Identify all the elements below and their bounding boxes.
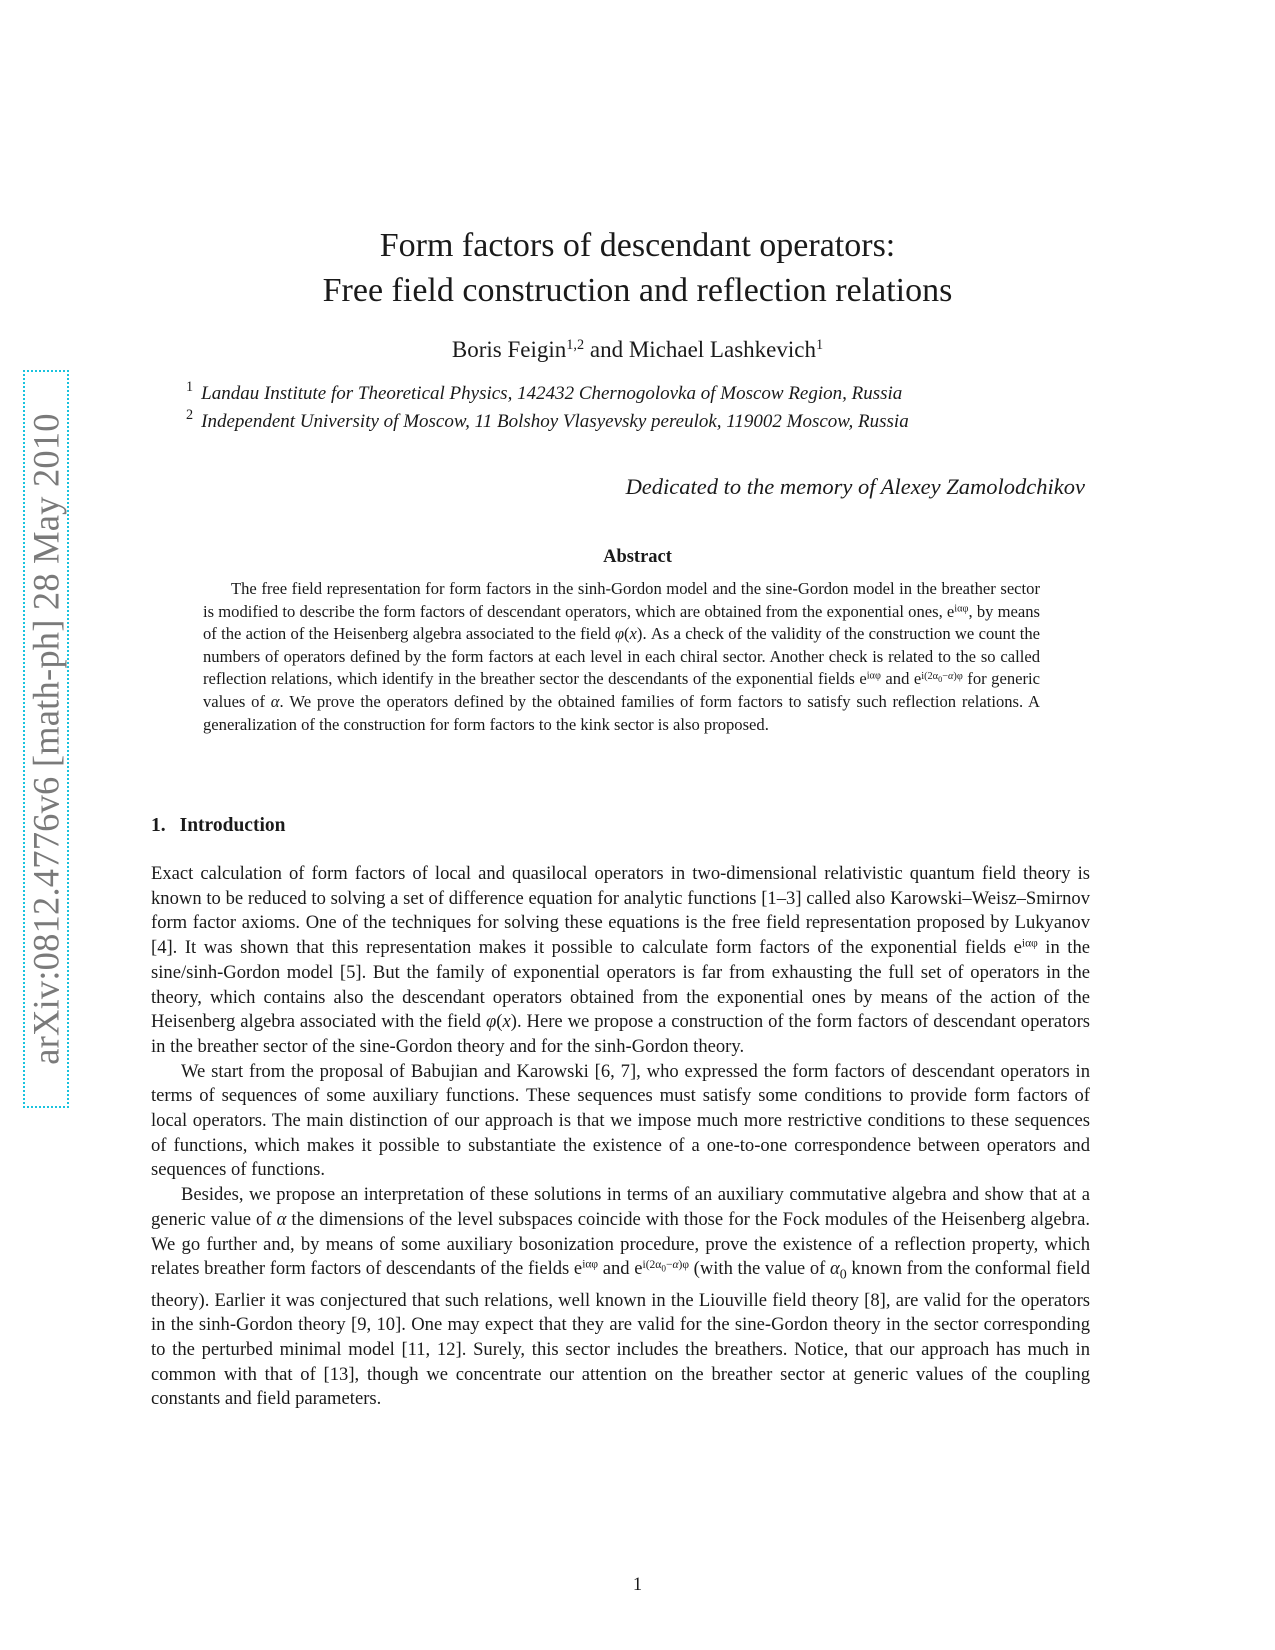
author-2-affiliation-mark: 1 — [815, 337, 824, 354]
abstract-body: The free field representation for form factors in the sinh-Gordon model and the sine-Gordon model in the breather sector is modified to describe the form factors of descendant operators, which are obtained from the exponential ones, $e^{i\alpha\varphi}$, by means of the action of the Heisenberg algebra associated to the field φ(x). As a check of the validity of the construction we count the numbers of operators defined by the form factors at each level in each chiral sector. Another check is related to the so called reflection relations, which identify in the breather sector the descendants of the exponential fields $e^{i\alpha\varphi}$ and $e^{i(2\alpha_0-\alpha)\varphi}$ for generic values of α. We prove the operators defined by the obtained families of form factors to satisfy such reflection relations. A generalization of the construction for form factors to the kink sector is also proposed. — [203, 579, 1041, 734]
affiliation-1 — [186, 380, 1086, 408]
section-title: Introduction — [179, 815, 286, 836]
introduction-body — [151, 862, 1090, 1412]
page-number: 1 — [632, 1575, 643, 1595]
paragraph: We start from the proposal of Babujian and Karowski [6, 7], who expressed the form factors of descendant operators in terms of sequences of some auxiliary functions. These sequences must satisfy some conditions to provide form factors of local operators. The main distinction of our approach is that we impose much more restrictive conditions to these sequences of functions, which makes it possible to substantiate the existence of a one-to-one correspondence between operators and sequences of functions. — [151, 1060, 1090, 1181]
arxiv-stamp — [23, 370, 69, 1108]
section-number: 1. — [151, 815, 166, 836]
author-2: Michael Lashkevich — [628, 337, 816, 362]
abstract-heading: Abstract — [603, 547, 672, 567]
title-line-1: Form factors of descendant operators: — [379, 227, 896, 264]
section-heading — [151, 815, 285, 837]
author-1: Boris Feigin — [451, 337, 567, 362]
title-line-2: Free field construction and reflection relations — [322, 272, 953, 309]
author-1-affiliation-mark: 1,2 — [566, 337, 585, 354]
affiliation-2 — [186, 408, 1086, 436]
affiliation-1-mark: 1 — [186, 379, 194, 396]
paper-title — [0, 223, 1275, 313]
paragraph: Exact calculation of form factors of local and quasilocal operators in two-dimensional relativistic quantum field theory is known to be reduced to solving a set of difference equation for analytic functions [1–3] called also Karowski–Weisz–Smirnov form factor axioms. One of the techniques for solving these equations is the free field representation proposed by Lukyanov [4]. It was shown that this representation makes it possible to calculate form factors of the exponential fields $e^{i\alpha\varphi}$ in the sine/sinh-Gordon model [5]. But the family of exponential operators is far from exhausting the full set of operators in the theory, which contains also the descendant operators obtained from the exponential ones by means of the action of the Heisenberg algebra associated with the field φ(x). Here we propose a construction of the form factors of descendant operators in the breather sector of the sine-Gordon theory and for the sinh-Gordon theory. — [151, 863, 1090, 1057]
affiliation-1-text: Landau Institute for Theoretical Physics, 142432 Chernogolovka of Moscow Region, Russia — [201, 383, 903, 404]
paragraph: Besides, we propose an interpretation of these solutions in terms of an auxiliary commutative algebra and show that at a generic value of α the dimensions of the level subspaces coincide with those for the Fock modules of the Heisenberg algebra. We go further and, by means of some auxiliary bosonization procedure, prove the existence of a reflection property, which relates breather form factors of descendants of the fields $e^{i\alpha\varphi}$ and $e^{i(2\alpha_0-\alpha)\varphi}$ (with the value of $\alpha_0$ known from the conformal field theory). Earlier it was conjectured that such relations, well known in the Liouville field theory [8], are valid for the operators in the sinh-Gordon theory [9, 10]. One may expect that they are valid for the sine-Gordon theory in the sector corresponding to the perturbed minimal model [11, 12]. Surely, this sector includes the breathers. Notice, that our approach has much in common with that of [13], though we concentrate our attention on the breather sector at generic values of the coupling constants and field parameters. — [151, 1184, 1090, 1410]
dedication: Dedicated to the memory of Alexey Zamolodchikov — [625, 474, 1085, 499]
affiliation-2-mark: 2 — [186, 407, 194, 424]
affiliation-2-text: Independent University of Moscow, 11 Bolshoy Vlasyevsky pereulok, 119002 Moscow, Russia — [201, 411, 909, 432]
affiliations — [186, 380, 1086, 436]
arxiv-stamp-text: arXiv:0812.4776v6 [math-ph] 28 May 2010 — [25, 413, 67, 1065]
authors — [0, 337, 1275, 363]
author-conjunction: and — [584, 337, 629, 362]
